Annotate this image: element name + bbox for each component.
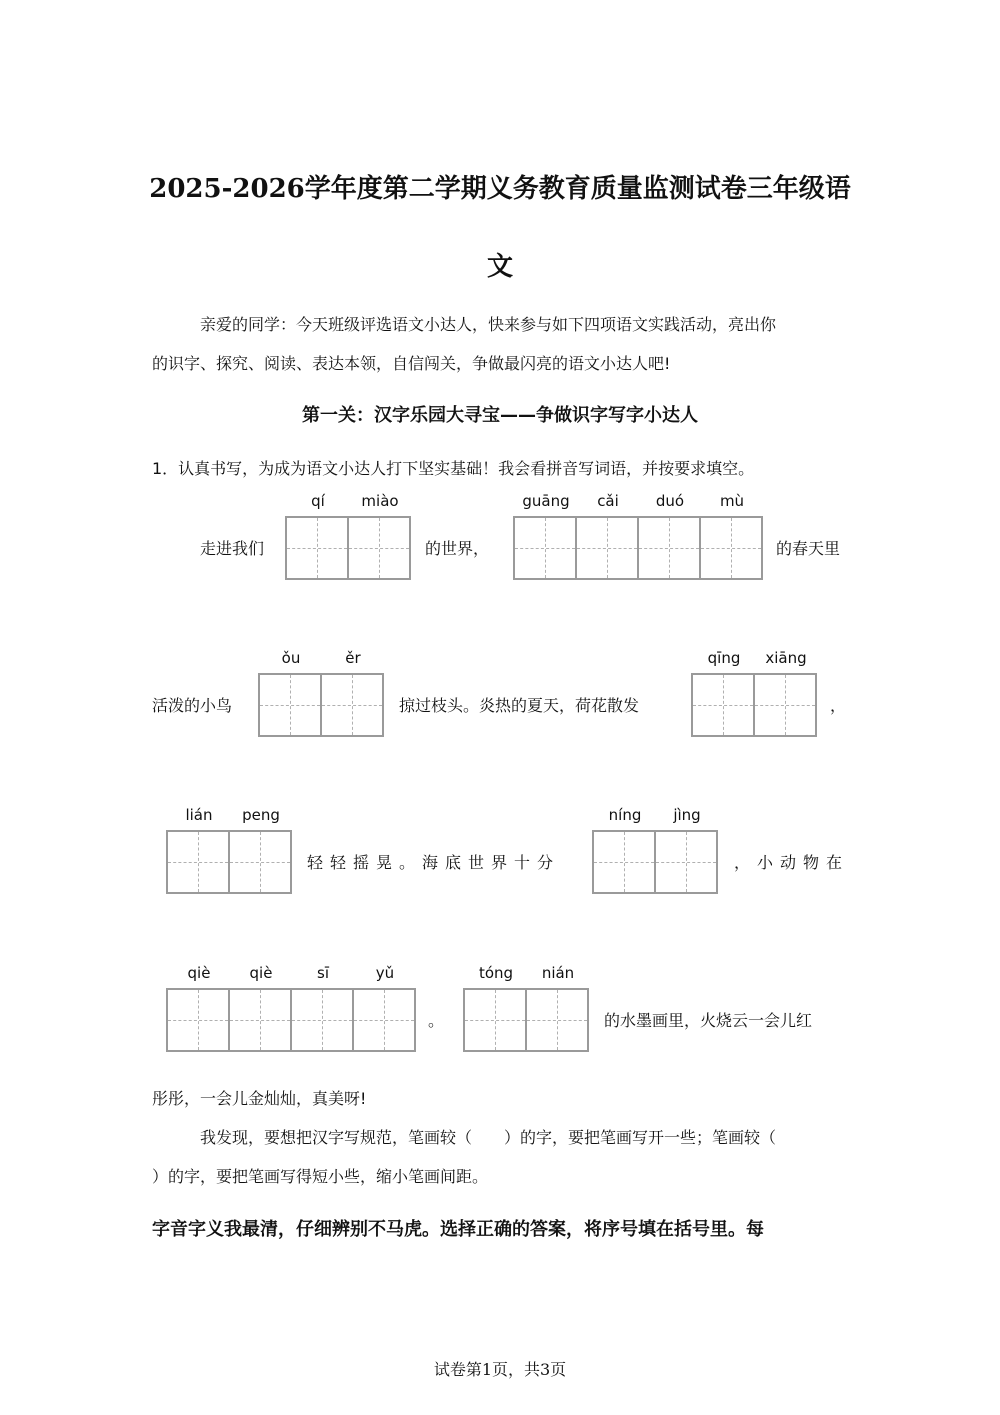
question1-stem: 1．认真书写，为成为语文小达人打下坚实基础！我会看拼音写词语，并按要求填空。 (152, 459, 755, 478)
char-box[interactable] (525, 964, 589, 1052)
char-box[interactable] (654, 806, 718, 894)
char-box[interactable] (352, 964, 416, 1052)
pinyin-label: yǔ (375, 964, 395, 982)
pinyin-label: jìng (673, 806, 701, 824)
discover-line2: ）的字，要把笔画写得短小些，缩小笔画间距。 (152, 1167, 489, 1186)
row3-text-a: 轻轻摇晃。海底世界十分 (307, 853, 561, 872)
question2-heading: 字音字义我最清，仔细辨别不马虎。选择正确的答案，将序号填在括号里。每 (152, 1219, 764, 1240)
row3-grid-b[interactable] (592, 806, 718, 894)
pinyin-label: qiè (249, 964, 273, 982)
row3-text-b: ，小动物在 (734, 853, 850, 872)
row4-grid-a[interactable] (166, 964, 416, 1052)
section1-title: 第一关：汉字乐园大寻宝——争做识字写字小达人 (302, 405, 698, 426)
char-box[interactable] (753, 649, 817, 737)
pinyin-label: qí (311, 492, 325, 510)
char-box[interactable] (290, 964, 354, 1052)
pinyin-label: ěr (345, 649, 361, 667)
page-footer: 试卷第1页，共3页 (433, 1360, 567, 1379)
char-box[interactable] (228, 964, 292, 1052)
row1-text-c: 的春天里 (776, 539, 841, 558)
exam-title-line2: 文 (486, 252, 513, 282)
row1-grid-b[interactable] (513, 492, 763, 580)
pinyin-label: nián (541, 964, 575, 982)
pinyin-label: duó (655, 492, 685, 510)
exam-title-line1: 2025-2026学年度第二学期义务教育质量监测试卷三年级语 (149, 174, 851, 204)
row3-grid-a[interactable] (166, 806, 292, 894)
pinyin-label: tóng (478, 964, 514, 982)
row1-grid-a[interactable] (285, 492, 411, 580)
row1-text-b: 的世界， (425, 539, 490, 558)
row1-text-a: 走进我们 (200, 539, 265, 558)
pinyin-label: mù (719, 492, 745, 510)
row2-grid-a[interactable] (258, 649, 384, 737)
char-box[interactable] (691, 649, 755, 737)
row2-text-c: ， (830, 696, 847, 715)
pinyin-label: lián (185, 806, 213, 824)
char-box[interactable] (699, 492, 763, 580)
intro-line2: 的识字、探究、阅读、表达本领，自信闯关，争做最闪亮的语文小达人吧! (152, 354, 671, 373)
char-box[interactable] (513, 492, 577, 580)
char-box[interactable] (347, 492, 411, 580)
char-box[interactable] (166, 964, 230, 1052)
char-box[interactable] (592, 806, 656, 894)
pinyin-label: peng (242, 806, 280, 824)
char-box[interactable] (258, 649, 322, 737)
pinyin-label: qiè (187, 964, 211, 982)
row4-grid-b[interactable] (463, 964, 589, 1052)
char-box[interactable] (463, 964, 527, 1052)
pinyin-label: sī (317, 964, 329, 982)
pinyin-label: qīng (707, 649, 741, 667)
char-box[interactable] (637, 492, 701, 580)
discover-line1: 我发现，要想把汉字写规范，笔画较（ ）的字，要把笔画写开一些；笔画较（ (200, 1128, 777, 1147)
pinyin-label: miào (361, 492, 399, 510)
row2-text-b: 掠过枝头。炎热的夏天，荷花散发 (399, 696, 640, 715)
pinyin-label: ǒu (281, 649, 301, 667)
continuation-text: 彤彤，一会儿金灿灿，真美呀! (152, 1089, 367, 1108)
char-box[interactable] (320, 649, 384, 737)
char-box[interactable] (166, 806, 230, 894)
pinyin-label: guāng (522, 492, 570, 510)
char-box[interactable] (228, 806, 292, 894)
row2-grid-b[interactable] (691, 649, 817, 737)
pinyin-label: cǎi (597, 492, 619, 510)
intro-line1: 亲爱的同学：今天班级评选语文小达人，快来参与如下四项语文实践活动，亮出你 (200, 315, 777, 334)
row4-text-a: 。 (428, 1011, 445, 1030)
char-box[interactable] (575, 492, 639, 580)
pinyin-label: níng (608, 806, 642, 824)
pinyin-label: xiāng (765, 649, 807, 667)
char-box[interactable] (285, 492, 349, 580)
row2-text-a: 活泼的小鸟 (152, 696, 233, 715)
row4-text-b: 的水墨画里，火烧云一会儿红 (604, 1011, 813, 1030)
